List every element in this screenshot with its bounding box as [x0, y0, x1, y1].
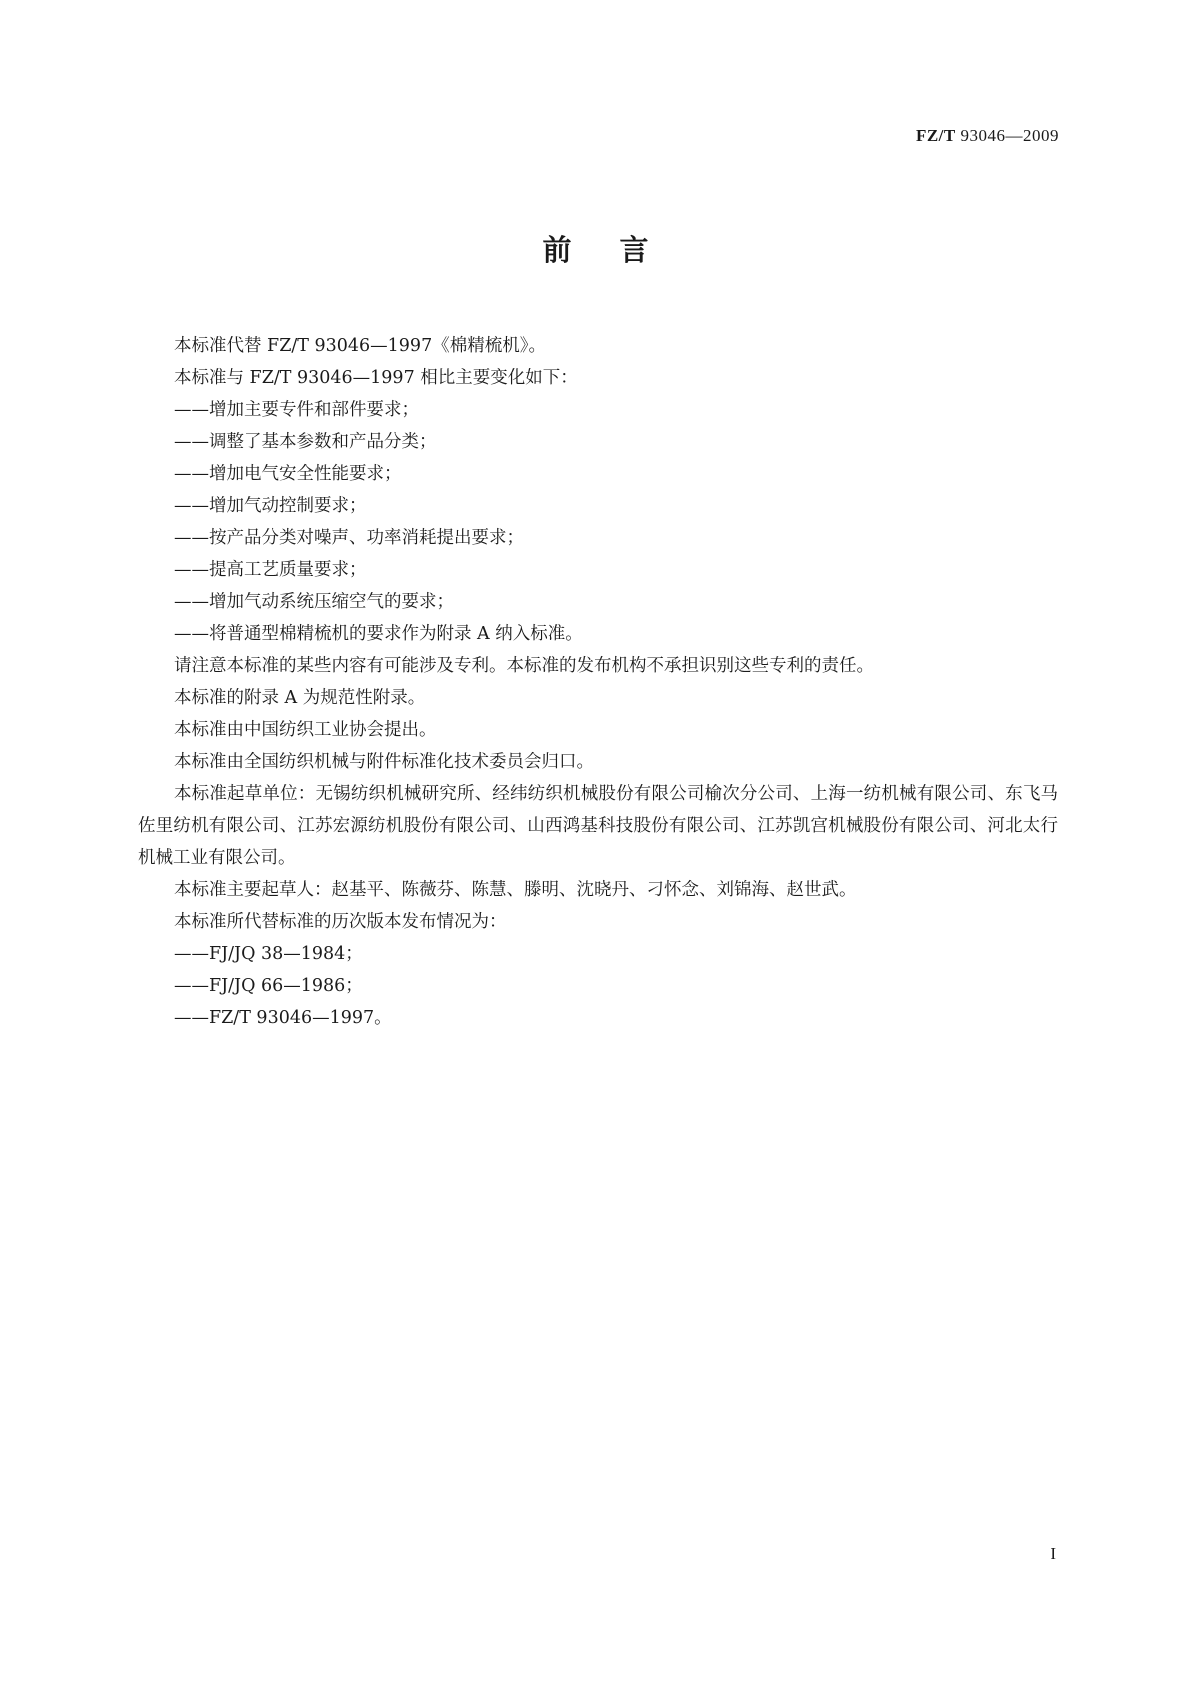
foreword-body [138, 330, 1058, 1034]
paragraph-history-intro: 本标准所代替标准的历次版本发布情况为： [174, 912, 507, 932]
paragraph-drafting-units: 本标准起草单位：无锡纺织机械研究所、经纬纺织机械股份有限公司榆次分公司、上海一纺机械有限公司、东飞马佐里纺机有限公司、江苏宏源纺机股份有限公司、山西鸿基科技股份有限公司、江苏凯宫机械股份有限公司、河北太行机械工业有限公司。 [138, 784, 1058, 868]
list-item: ——FJ/JQ 66—1986； [174, 976, 363, 996]
list-item: ——FZ/T 93046—1997。 [174, 1008, 392, 1028]
list-item: ——调整了基本参数和产品分类； [174, 432, 437, 452]
paragraph-governed-by: 本标准由全国纺织机械与附件标准化技术委员会归口。 [174, 752, 594, 772]
list-item: ——增加电气安全性能要求； [174, 464, 402, 484]
list-item: ——增加气动系统压缩空气的要求； [174, 592, 454, 612]
list-item: ——增加主要专件和部件要求； [174, 400, 419, 420]
paragraph-drafters: 本标准主要起草人：赵基平、陈薇芬、陈慧、滕明、沈晓丹、刁怀念、刘锦海、赵世武。 [174, 880, 857, 900]
list-item: ——提高工艺质量要求； [174, 560, 367, 580]
list-item: ——增加气动控制要求； [174, 496, 367, 516]
standard-code-prefix: FZ/T [915, 126, 956, 145]
paragraph-changes-intro: 本标准与 FZ/T 93046—1997 相比主要变化如下： [174, 368, 578, 388]
paragraph-replaces: 本标准代替 FZ/T 93046—1997《棉精梳机》。 [174, 336, 546, 356]
standard-code-header [916, 126, 1059, 146]
paragraph-appendix: 本标准的附录 A 为规范性附录。 [174, 688, 426, 708]
standard-code-number: 93046—2009 [955, 126, 1059, 145]
paragraph-patent-notice: 请注意本标准的某些内容有可能涉及专利。本标准的发布机构不承担识别这些专利的责任。 [174, 656, 874, 676]
list-item: ——将普通型棉精梳机的要求作为附录 A 纳入标准。 [174, 624, 583, 644]
list-item: ——FJ/JQ 38—1984； [174, 944, 363, 964]
page-title: 前言 [542, 233, 697, 267]
page-number: I [1050, 1544, 1056, 1563]
list-item: ——按产品分类对噪声、功率消耗提出要求； [174, 528, 524, 548]
paragraph-proposed-by: 本标准由中国纺织工业协会提出。 [174, 720, 437, 740]
